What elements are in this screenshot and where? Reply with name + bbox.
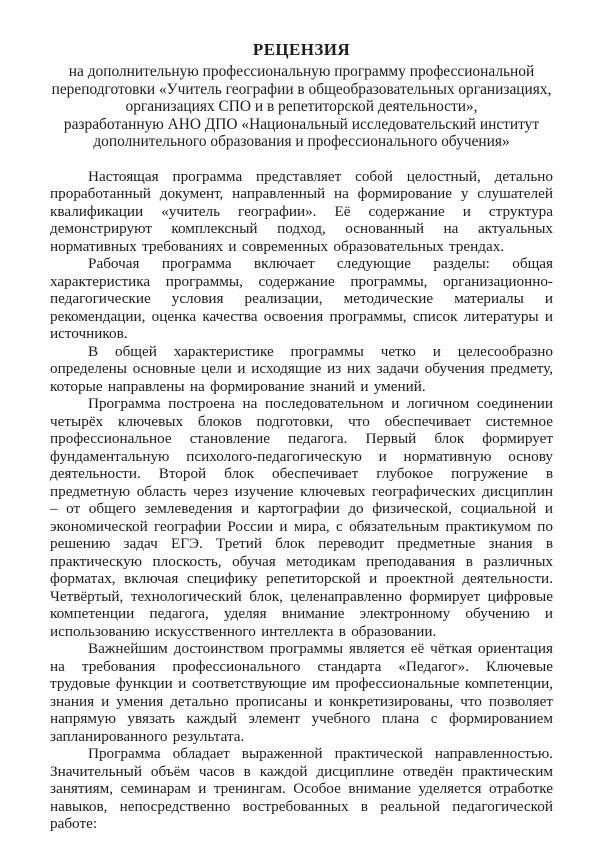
page-title: РЕЦЕНЗИЯ bbox=[252, 40, 351, 59]
paragraph-goals: В общей характеристике программы четко и целесообразно определены основные цели и исходящие из них задачи обучения предмету, которые направлены на формирование знаний и умений. bbox=[50, 342, 553, 395]
paragraph-sections: Рабочая программа включает следующие разделы: общая характеристика программы, содержание программы, организационно-педагогические условия реализации, методические материалы и рекомендации, оценка качества освоения программы, список литературы и источников. bbox=[50, 255, 553, 342]
subtitle-line: организациях СПО и в репетиторской деятельности», bbox=[125, 98, 478, 115]
subtitle-line: разработанную АНО ДПО «Национальный исследовательский институт bbox=[63, 115, 540, 133]
document-subtitle bbox=[50, 63, 553, 151]
paragraph-practical-focus: Программа обладает выраженной практической направленностью. Значительный объём часов в каждой дисциплине отведён практическим занятиям, семинарам и тренингам. Особое внимание уделяется отработке навыков, непосредственно востребованных в реальной педагогической работе: bbox=[50, 745, 553, 832]
subtitle-line: дополнительного образования и профессионального обучения» bbox=[93, 133, 510, 150]
subtitle-line: на дополнительную профессиональную программу профессиональной bbox=[68, 63, 535, 80]
paragraph-standard-pedagog: Важнейшим достоинством программы является её чёткая ориентация на требования профессионального стандарта «Педагог». Ключевые трудовые функции и соответствующие им профессиональные компетенции, знания и умения детально прописаны и конкретизированы, что позволяет напрямую увязать каждый элемент учебного плана с формированием запланированного результата. bbox=[50, 640, 553, 745]
document-body bbox=[50, 168, 553, 833]
subtitle-line: переподготовки «Учитель географии в общеобразовательных организациях, bbox=[51, 80, 552, 98]
paragraph-structure-blocks: Программа построена на последовательном и логичном соединении четырёх ключевых блоков подготовки, что обеспечивает системное профессиональное становление педагога. Первый блок формирует фундаментальную психолого-педагогическую и нормативную основу деятельности. Второй блок обеспечивает глубокое погружение в предметную область через изучение ключевых географических дисциплин – от общего землеведения и картографии до физической, социальной и экономической географии России и мира, с обязательным практикумом по решению задач ЕГЭ. Третий блок переводит предметные знания в практическую плоскость, обучая методикам преподавания в различных форматах, включая специфику репетиторской и проектной деятельности. Четвёртый, технологический блок, целенаправленно формирует цифровые компетенции педагога, уделяя внимание электронному обучению и использованию искусственного интеллекта в образовании. bbox=[50, 395, 553, 640]
paragraph-intro: Настоящая программа представляет собой целостный, детально проработанный документ, направленный на формирование у слушателей квалификации «учитель географии». Её содержание и структура демонстрируют комплексный подход, основанный на актуальных нормативных требованиях и современных образовательных трендах. bbox=[50, 167, 553, 255]
